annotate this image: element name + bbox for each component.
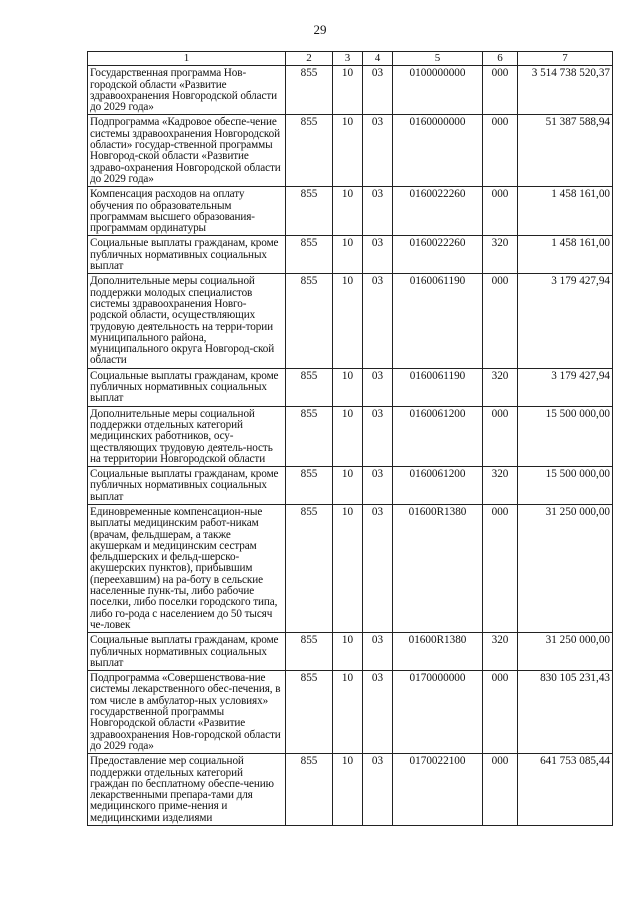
table-row	[88, 633, 613, 671]
section-code: 10	[333, 368, 363, 406]
amount: 31 250 000,00	[518, 633, 613, 671]
ministry-code: 855	[286, 467, 333, 505]
table-row	[88, 504, 613, 632]
column-header: 4	[363, 52, 393, 66]
target-article-code: 0170000000	[393, 671, 483, 754]
subsection-code: 03	[363, 274, 393, 368]
amount: 641 753 085,44	[518, 754, 613, 826]
column-header: 1	[88, 52, 286, 66]
ministry-code: 855	[286, 406, 333, 466]
subsection-code: 03	[363, 467, 393, 505]
expense-type-code: 000	[483, 187, 518, 236]
column-header: 7	[518, 52, 613, 66]
amount: 3 514 738 520,37	[518, 66, 613, 115]
ministry-code: 855	[286, 115, 333, 187]
column-header: 2	[286, 52, 333, 66]
target-article-code: 0160061200	[393, 406, 483, 466]
amount: 1 458 161,00	[518, 236, 613, 274]
column-header: 3	[333, 52, 363, 66]
ministry-code: 855	[286, 187, 333, 236]
target-article-code: 01600R1380	[393, 504, 483, 632]
row-name: Предоставление мер социальной поддержки отдельных категорий граждан по бесплатному обеспе-чению лекарственными препара-тами для медицинского приме-нения и медицинскими изделиями	[88, 754, 286, 826]
expense-type-code: 000	[483, 115, 518, 187]
page-number: 29	[313, 22, 327, 37]
section-code: 10	[333, 754, 363, 826]
section-code: 10	[333, 274, 363, 368]
table-row	[88, 187, 613, 236]
expense-type-code: 320	[483, 368, 518, 406]
target-article-code: 0160000000	[393, 115, 483, 187]
ministry-code: 855	[286, 236, 333, 274]
amount: 830 105 231,43	[518, 671, 613, 754]
budget-table	[87, 51, 613, 826]
amount: 31 250 000,00	[518, 504, 613, 632]
subsection-code: 03	[363, 236, 393, 274]
subsection-code: 03	[363, 115, 393, 187]
row-name: Дополнительные меры социальной поддержки отдельных категорий медицинских работников, осу-ществляющих трудовую деятель-ность на территории Новгородской области	[88, 406, 286, 466]
row-name: Подпрограмма «Кадровое обеспе-чение системы здравоохранения Новгородской области» государ-ственной программы Новгород-ской области «Развитие здраво-охранения Новгородской области до 2029 года»	[88, 115, 286, 187]
target-article-code: 0170022100	[393, 754, 483, 826]
expense-type-code: 000	[483, 671, 518, 754]
amount: 3 179 427,94	[518, 274, 613, 368]
section-code: 10	[333, 504, 363, 632]
section-code: 10	[333, 406, 363, 466]
ministry-code: 855	[286, 66, 333, 115]
target-article-code: 0160022260	[393, 187, 483, 236]
row-name: Социальные выплаты гражданам, кроме публичных нормативных социальных выплат	[88, 467, 286, 505]
expense-type-code: 320	[483, 467, 518, 505]
subsection-code: 03	[363, 671, 393, 754]
table-row	[88, 406, 613, 466]
row-name: Подпрограмма «Совершенствова-ние системы лекарственного обес-печения, в том числе в амбулатор-ных условиях» государственной программы Новгородской области «Развитие здравоохранения Нов-городской области до 2029 года»	[88, 671, 286, 754]
table-row	[88, 115, 613, 187]
subsection-code: 03	[363, 754, 393, 826]
table-row	[88, 754, 613, 826]
target-article-code: 0160022260	[393, 236, 483, 274]
amount: 3 179 427,94	[518, 368, 613, 406]
expense-type-code: 320	[483, 236, 518, 274]
subsection-code: 03	[363, 633, 393, 671]
row-name: Компенсация расходов на оплату обучения по образовательным программам высшего образования-программам ординатуры	[88, 187, 286, 236]
ministry-code: 855	[286, 633, 333, 671]
ministry-code: 855	[286, 671, 333, 754]
table-row	[88, 467, 613, 505]
ministry-code: 855	[286, 504, 333, 632]
target-article-code: 01600R1380	[393, 633, 483, 671]
row-name: Социальные выплаты гражданам, кроме публичных нормативных социальных выплат	[88, 633, 286, 671]
amount: 51 387 588,94	[518, 115, 613, 187]
table-row	[88, 66, 613, 115]
section-code: 10	[333, 115, 363, 187]
table-row	[88, 368, 613, 406]
section-code: 10	[333, 671, 363, 754]
expense-type-code: 000	[483, 274, 518, 368]
column-header: 5	[393, 52, 483, 66]
expense-type-code: 000	[483, 66, 518, 115]
subsection-code: 03	[363, 406, 393, 466]
section-code: 10	[333, 187, 363, 236]
amount: 1 458 161,00	[518, 187, 613, 236]
row-name: Социальные выплаты гражданам, кроме публичных нормативных социальных выплат	[88, 236, 286, 274]
ministry-code: 855	[286, 274, 333, 368]
table-row	[88, 236, 613, 274]
expense-type-code: 000	[483, 504, 518, 632]
section-code: 10	[333, 236, 363, 274]
table-row	[88, 274, 613, 368]
row-name: Социальные выплаты гражданам, кроме публичных нормативных социальных выплат	[88, 368, 286, 406]
target-article-code: 0160061190	[393, 274, 483, 368]
target-article-code: 0160061200	[393, 467, 483, 505]
column-header: 6	[483, 52, 518, 66]
expense-type-code: 000	[483, 406, 518, 466]
row-name: Дополнительные меры социальной поддержки молодых специалистов системы здравоохранения Новго-родской области, осуществляющих трудовую деятельность на терри-тории муниципального района, муниципального округа Новгород-ской области	[88, 274, 286, 368]
row-name: Государственная программа Нов-городской области «Развитие здравоохранения Новгородской области до 2029 года»	[88, 66, 286, 115]
expense-type-code: 000	[483, 754, 518, 826]
target-article-code: 0100000000	[393, 66, 483, 115]
subsection-code: 03	[363, 187, 393, 236]
subsection-code: 03	[363, 66, 393, 115]
subsection-code: 03	[363, 504, 393, 632]
amount: 15 500 000,00	[518, 406, 613, 466]
table-body	[88, 66, 613, 826]
ministry-code: 855	[286, 368, 333, 406]
table-row	[88, 671, 613, 754]
section-code: 10	[333, 633, 363, 671]
row-name: Единовременные компенсацион-ные выплаты медицинским работ-никам (врачам, фельдшерам, а также акушеркам и медицинским сестрам фельдшерских и фельд-шерско-акушерских пунктов), прибывшим (переехавшим) на ра-боту в сельские населенные пунк-ты, либо рабочие поселки, либо поселки городского типа, либо го-рода с населением до 50 тысяч че-ловек	[88, 504, 286, 632]
target-article-code: 0160061190	[393, 368, 483, 406]
column-number-header	[88, 52, 613, 66]
expense-type-code: 320	[483, 633, 518, 671]
section-code: 10	[333, 66, 363, 115]
subsection-code: 03	[363, 368, 393, 406]
amount: 15 500 000,00	[518, 467, 613, 505]
ministry-code: 855	[286, 754, 333, 826]
section-code: 10	[333, 467, 363, 505]
